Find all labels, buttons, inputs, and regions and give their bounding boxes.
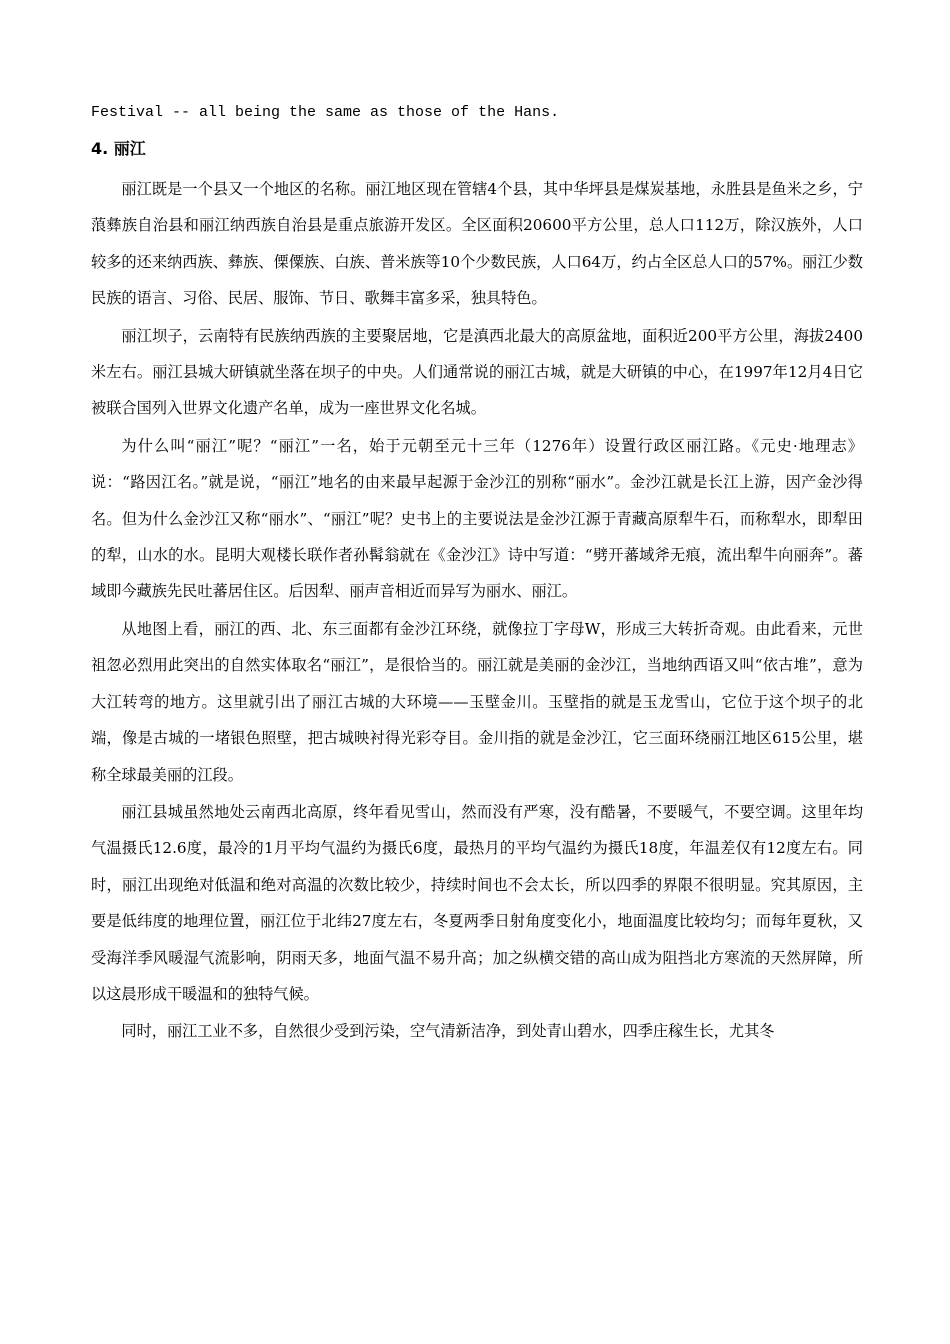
paragraph-map-geography: 从地图上看，丽江的西、北、东三面都有金沙江环绕，就像拉丁字母W，形成三大转折奇观。由此看来，元世祖忽必烈用此突出的自然实体取名“丽江”，是很恰当的。丽江就是美丽的金沙江，当地纳西语又叫“依古堆”，意为大江转弯的地方。这里就引出了丽江古城的大环境——玉壁金川。玉壁指的就是玉龙雪山，它位于这个坝子的北端，像是古城的一堵银色照壁，把古城映衬得光彩夺目。金川指的就是金沙江，它三面环绕丽江地区615公里，堪称全球最美丽的江段。 — [91, 619, 863, 784]
paragraph-region-overview: 丽江既是一个县又一个地区的名称。丽江地区现在管辖4个县，其中华坪县是煤炭基地，永胜县是鱼米之乡，宁蒗彝族自治县和丽江纳西族自治县是重点旅游开发区。全区面积20600平方公里，总人口112万，除汉族外，人口较多的还来纳西族、彝族、傈僳族、白族、普米族等10个少数民族，人口64万，约占全区总人口的57%。丽江少数民族的语言、习俗、民居、服饰、节日、歌舞丰富多采，独具特色。 — [91, 180, 863, 308]
paragraph-lijiang-basin: 丽江坝子，云南特有民族纳西族的主要聚居地，它是滇西北最大的高原盆地，面积近200平方公里，海拔2400米左右。丽江县城大研镇就坐落在坝子的中央。人们通常说的丽江古城，就是大研镇的中心，在1997年12月4日它被联合国列入世界文化遗产名单，成为一座世界文化名城。 — [91, 326, 863, 418]
section-heading: 4. 丽江 — [91, 139, 146, 158]
paragraph-climate: 丽江县城虽然地处云南西北高原，终年看见雪山，然而没有严寒，没有酷暑，不要暖气，不要空调。这里年均气温摄氏12.6度，最冷的1月平均气温约为摄氏6度，最热月的平均气温约为摄氏18度，年温差仅有12度左右。同时，丽江出现绝对低温和绝对高温的次数比较少，持续时间也不会太长，所以四季的界限不很明显。究其原因，主要是低纬度的地理位置，丽江位于北纬27度左右，冬夏两季日射角度变化小，地面温度比较均匀；而每年夏秋，又受海洋季风暖湿气流影响，阴雨天多，地面气温不易升高；加之纵横交错的高山成为阻挡北方寒流的天然屏障，所以这晨形成干暖温和的独特气候。 — [91, 802, 863, 1003]
carryover-text-line: Festival -- all being the same as those of the Hans. — [91, 104, 560, 121]
document-body — [91, 100, 863, 1051]
paragraph-name-origin: 为什么叫“丽江”呢？“丽江”一名，始于元朝至元十三年（1276年）设置行政区丽江路。《元史·地理志》说：“路因江名。”就是说，“丽江”地名的由来最早起源于金沙江的别称“丽水”。金沙江就是长江上游，因产金沙得名。但为什么金沙江又称“丽水”、“丽江”呢？史书上的主要说法是金沙江源于青藏高原犁牛石，而称犁水，即犁田的犁，山水的水。昆明大观楼长联作者孙髯翁就在《金沙江》诗中写道：“劈开蕃域斧无痕，流出犁牛向丽奔”。蕃域即今藏族先民吐蕃居住区。后因犁、丽声音相近而异写为丽水、丽江。 — [91, 436, 863, 601]
paragraph-environment: 同时，丽江工业不多，自然很少受到污染，空气清新洁净，到处青山碧水，四季庄稼生长，尤其冬 — [121, 1022, 775, 1041]
